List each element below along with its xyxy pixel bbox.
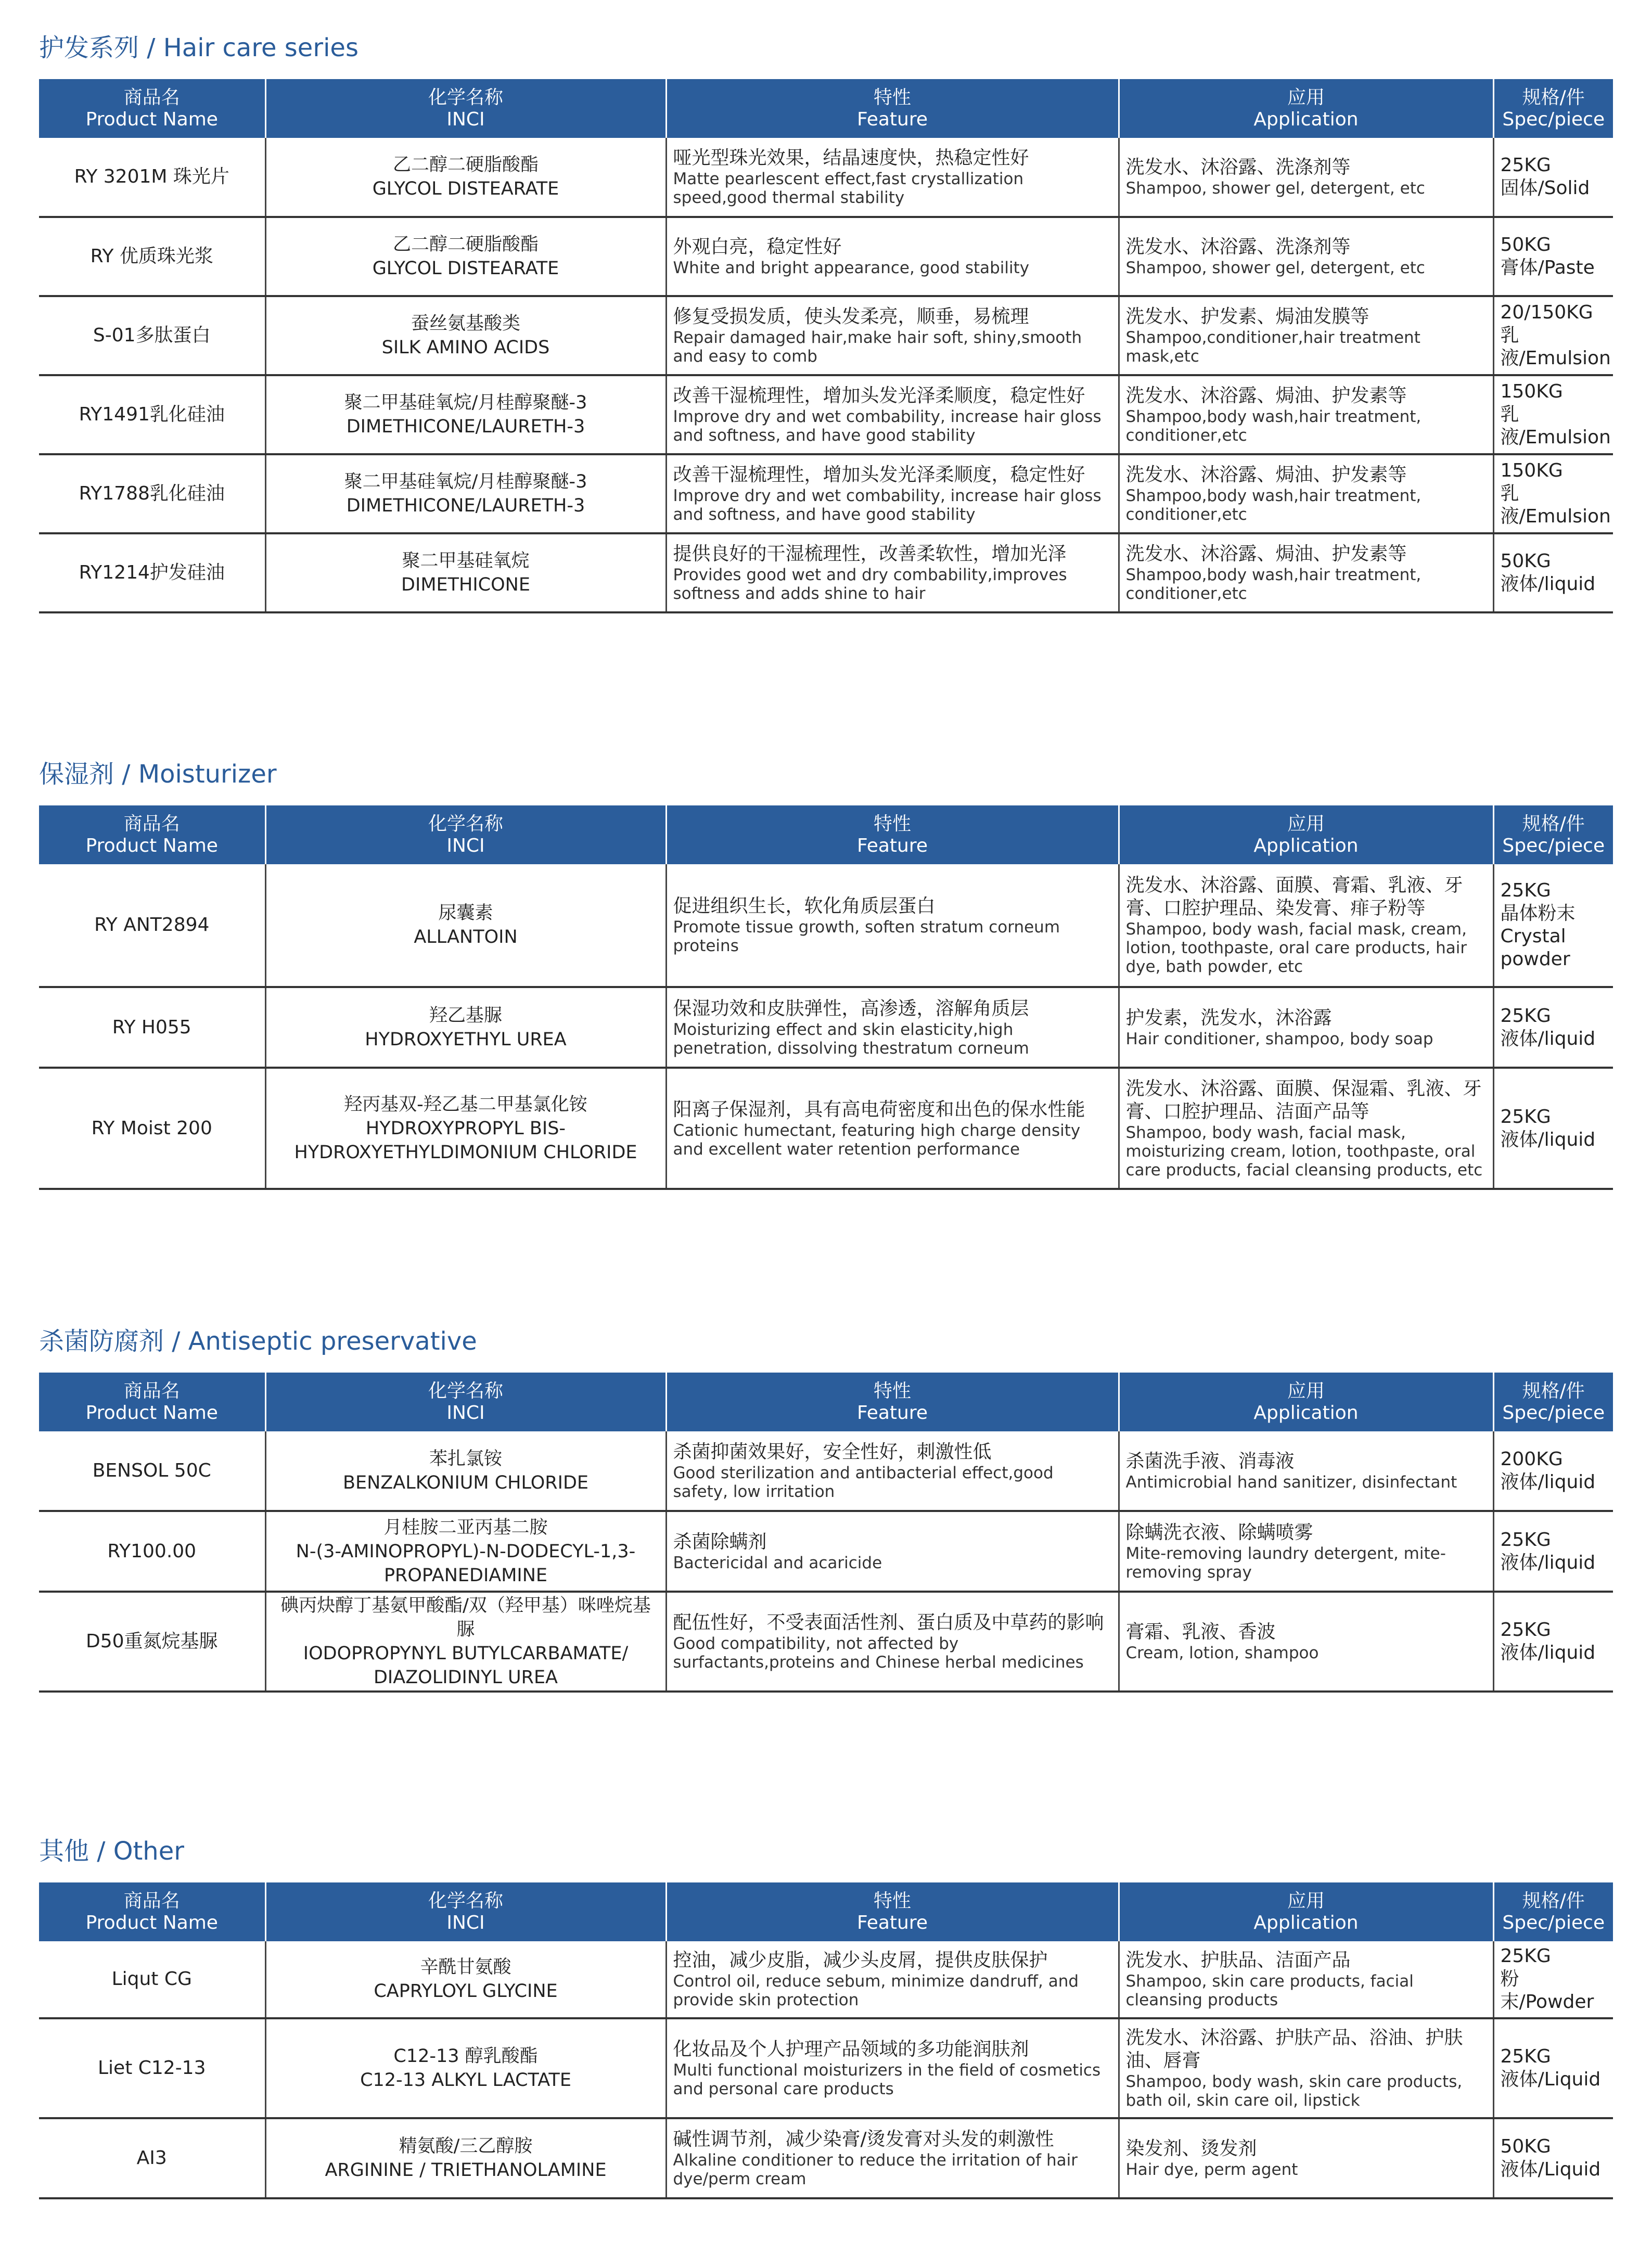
section-title: 保湿剂 / Moisturizer bbox=[39, 760, 277, 789]
spec-cell bbox=[1493, 138, 1613, 217]
product-name-cell bbox=[39, 1592, 265, 1692]
feature-en: White and bright appearance, good stability bbox=[673, 259, 1030, 277]
spec-cell bbox=[1493, 1511, 1613, 1592]
feature-en: Bactericidal and acaricide bbox=[673, 1553, 882, 1572]
spec-form: 液体/liquid bbox=[1500, 1552, 1596, 1573]
spec-form: 乳液/Emulsion bbox=[1500, 325, 1611, 369]
spec-header bbox=[1493, 1373, 1613, 1431]
spec-amount: 25KG bbox=[1500, 1106, 1551, 1128]
product-table bbox=[39, 1882, 1613, 2199]
inci-cell bbox=[265, 217, 666, 296]
feature-cell bbox=[666, 533, 1119, 612]
inci-cell bbox=[265, 296, 666, 375]
product-name-cell bbox=[39, 533, 265, 612]
inci-header bbox=[265, 1882, 666, 1941]
application-en: Shampoo, body wash, facial mask, cream, lotion, toothpaste, oral care products, hair dye, bath powder, etc bbox=[1125, 920, 1467, 976]
feature-cell bbox=[666, 375, 1119, 454]
spec-amount: 25KG bbox=[1500, 1529, 1551, 1551]
product-name-cell bbox=[39, 1068, 265, 1189]
spec-form: 液体/liquid bbox=[1500, 1642, 1596, 1663]
product-name: Liet C12-13 bbox=[97, 2057, 206, 2079]
feature-header bbox=[666, 1373, 1119, 1431]
application-header bbox=[1119, 805, 1493, 864]
application-en: Mite-removing laundry detergent, mite-removing spray bbox=[1125, 1544, 1446, 1582]
application-cell bbox=[1119, 2118, 1493, 2198]
product-name-header bbox=[39, 1373, 265, 1431]
application-en: Hair conditioner, shampoo, body soap bbox=[1125, 1029, 1433, 1048]
feature-en: Alkaline conditioner to reduce the irritation of hair dye/perm cream bbox=[673, 2151, 1078, 2188]
feature-cell bbox=[666, 1068, 1119, 1189]
inci-en: DIMETHICONE/LAURETH-3 bbox=[346, 495, 585, 516]
section-title: 杀菌防腐剂 / Antiseptic preservative bbox=[39, 1327, 477, 1356]
inci-header bbox=[265, 805, 666, 864]
feature-cell bbox=[666, 2018, 1119, 2118]
header-zh: 商品名 bbox=[123, 813, 180, 835]
application-en: Shampoo,conditioner,hair treatment mask,etc bbox=[1125, 328, 1420, 366]
inci-zh: 聚二甲基硅氧烷 bbox=[402, 550, 530, 571]
spec-form: 乳液/Emulsion bbox=[1500, 404, 1611, 448]
product-name-cell bbox=[39, 296, 265, 375]
inci-cell bbox=[265, 864, 666, 987]
application-cell bbox=[1119, 1431, 1493, 1511]
product-name-cell bbox=[39, 987, 265, 1068]
inci-zh: 尿囊素 bbox=[438, 903, 493, 924]
feature-zh: 控油，减少皮脂，减少头皮屑，提供皮肤保护 bbox=[673, 1950, 1048, 1971]
inci-en: GLYCOL DISTEARATE bbox=[372, 178, 559, 199]
spec-cell bbox=[1493, 1941, 1613, 2018]
header-zh: 规格/件 bbox=[1522, 86, 1585, 108]
feature-zh: 杀菌抑菌效果好，安全性好，刺激性低 bbox=[673, 1441, 992, 1463]
application-header bbox=[1119, 1373, 1493, 1431]
product-name-cell bbox=[39, 138, 265, 217]
application-cell bbox=[1119, 1592, 1493, 1692]
feature-en: Good sterilization and antibacterial effect,good safety, low irritation bbox=[673, 1463, 1054, 1501]
spec-amount: 150KG bbox=[1500, 381, 1563, 402]
inci-cell bbox=[265, 987, 666, 1068]
feature-cell bbox=[666, 138, 1119, 217]
spec-amount: 25KG bbox=[1500, 1945, 1551, 1967]
inci-zh: 月桂胺二亚丙基二胺 bbox=[383, 1517, 548, 1538]
feature-cell bbox=[666, 296, 1119, 375]
feature-en: Repair damaged hair,make hair soft, shiny,smooth and easy to comb bbox=[673, 328, 1082, 366]
inci-zh: 聚二甲基硅氧烷/月桂醇聚醚-3 bbox=[344, 392, 587, 413]
spec-form: 膏体/Paste bbox=[1500, 257, 1595, 278]
header-en: INCI bbox=[446, 1912, 485, 1933]
application-zh: 染发剂、烫发剂 bbox=[1125, 2138, 1257, 2159]
inci-cell bbox=[265, 533, 666, 612]
header-zh: 特性 bbox=[873, 86, 911, 108]
feature-cell bbox=[666, 1941, 1119, 2018]
header-en: Feature bbox=[856, 1402, 928, 1424]
feature-cell bbox=[666, 1431, 1119, 1511]
application-en: Shampoo, shower gel, detergent, etc bbox=[1125, 259, 1425, 277]
inci-zh: 苯扎氯铵 bbox=[429, 1448, 502, 1469]
inci-header bbox=[265, 79, 666, 138]
table-row bbox=[39, 454, 1613, 533]
product-name-header bbox=[39, 1882, 265, 1941]
table-row bbox=[39, 1068, 1613, 1189]
header-zh: 特性 bbox=[873, 813, 911, 835]
table-row bbox=[39, 2118, 1613, 2198]
application-cell bbox=[1119, 454, 1493, 533]
feature-en: Improve dry and wet combability, increase hair gloss and softness, and have good stability bbox=[673, 486, 1102, 524]
feature-cell bbox=[666, 454, 1119, 533]
application-en: Shampoo, shower gel, detergent, etc bbox=[1125, 179, 1425, 198]
product-name: RY Moist 200 bbox=[91, 1117, 212, 1139]
product-name-cell bbox=[39, 454, 265, 533]
application-zh: 洗发水、护发素、焗油发膜等 bbox=[1125, 306, 1369, 327]
product-name: RY 3201M 珠光片 bbox=[74, 166, 229, 187]
product-name-cell bbox=[39, 1431, 265, 1511]
feature-zh: 提供良好的干湿梳理性，改善柔软性，增加光泽 bbox=[673, 543, 1067, 565]
feature-en: Control oil, reduce sebum, minimize dandruff, and provide skin protection bbox=[673, 1972, 1079, 2009]
application-cell bbox=[1119, 217, 1493, 296]
application-cell bbox=[1119, 1068, 1493, 1189]
feature-cell bbox=[666, 2118, 1119, 2198]
inci-cell bbox=[265, 454, 666, 533]
application-cell bbox=[1119, 138, 1493, 217]
header-zh: 化学名称 bbox=[428, 813, 503, 835]
inci-zh: 精氨酸/三乙醇胺 bbox=[399, 2136, 533, 2157]
section-title: 护发系列 / Hair care series bbox=[39, 33, 358, 62]
spec-form: 液体/Liquid bbox=[1500, 2159, 1601, 2180]
table-row bbox=[39, 375, 1613, 454]
inci-en: SILK AMINO ACIDS bbox=[381, 337, 550, 358]
feature-en: Promote tissue growth, soften stratum corneum proteins bbox=[673, 918, 1060, 955]
spec-amount: 200KG bbox=[1500, 1448, 1563, 1470]
spec-form: 液体/Liquid bbox=[1500, 2069, 1601, 2090]
inci-en: ALLANTOIN bbox=[414, 927, 518, 947]
inci-en: BENZALKONIUM CHLORIDE bbox=[342, 1472, 589, 1493]
application-cell bbox=[1119, 2018, 1493, 2118]
application-en: Antimicrobial hand sanitizer, disinfectant bbox=[1125, 1472, 1457, 1492]
inci-zh: 羟乙基脲 bbox=[429, 1005, 502, 1026]
spec-amount: 50KG bbox=[1500, 2136, 1551, 2157]
header-en: Product Name bbox=[85, 1402, 218, 1424]
table-row bbox=[39, 296, 1613, 375]
spec-form: 晶体粉末 Crystal powder bbox=[1500, 903, 1576, 970]
feature-en: Matte pearlescent effect,fast crystallization speed,good thermal stability bbox=[673, 170, 1024, 207]
feature-en: Good compatibility, not affected by surfactants,proteins and Chinese herbal medicines bbox=[673, 1634, 1084, 1672]
product-name: RY1491乳化硅油 bbox=[79, 404, 225, 425]
application-zh: 杀菌洗手液、消毒液 bbox=[1125, 1450, 1295, 1472]
inci-en: HYDROXYPROPYL BIS-HYDROXYETHYLDIMONIUM CHLORIDE bbox=[294, 1118, 637, 1163]
product-name: RY1214护发硅油 bbox=[79, 562, 225, 583]
inci-zh: 乙二醇二硬脂酸酯 bbox=[392, 234, 539, 255]
header-zh: 应用 bbox=[1287, 813, 1325, 835]
application-zh: 洗发水、沐浴露、焗油、护发素等 bbox=[1125, 464, 1407, 485]
application-en: Shampoo, body wash, facial mask, moisturizing cream, lotion, toothpaste, oral care products, facial cleansing products, etc bbox=[1125, 1123, 1483, 1180]
spec-cell bbox=[1493, 296, 1613, 375]
spec-cell bbox=[1493, 217, 1613, 296]
header-en: INCI bbox=[446, 835, 485, 856]
spec-cell bbox=[1493, 2118, 1613, 2198]
inci-en: CAPRYLOYL GLYCINE bbox=[374, 1981, 558, 2002]
application-zh: 洗发水、沐浴露、面膜、保湿霜、乳液、牙膏、口腔护理品、洁面产品等 bbox=[1125, 1078, 1482, 1122]
table-row bbox=[39, 987, 1613, 1068]
inci-cell bbox=[265, 1511, 666, 1592]
product-name: D50重氮烷基脲 bbox=[85, 1631, 218, 1652]
inci-zh: C12-13 醇乳酸酯 bbox=[393, 2046, 538, 2067]
feature-cell bbox=[666, 987, 1119, 1068]
application-zh: 除螨洗衣液、除螨喷雾 bbox=[1125, 1521, 1313, 1543]
header-zh: 特性 bbox=[873, 1890, 911, 1912]
table-header bbox=[39, 79, 1613, 138]
feature-zh: 阳离子保湿剂，具有高电荷密度和出色的保水性能 bbox=[673, 1098, 1085, 1120]
feature-zh: 改善干湿梳理性，增加头发光泽柔顺度，稳定性好 bbox=[673, 464, 1085, 485]
header-en: INCI bbox=[446, 108, 485, 130]
inci-cell bbox=[265, 1431, 666, 1511]
header-zh: 规格/件 bbox=[1522, 1380, 1585, 1402]
spec-cell bbox=[1493, 987, 1613, 1068]
spec-header bbox=[1493, 79, 1613, 138]
inci-cell bbox=[265, 1592, 666, 1692]
header-en: Spec/piece bbox=[1502, 835, 1605, 856]
header-en: Application bbox=[1253, 1402, 1359, 1424]
table-row bbox=[39, 533, 1613, 612]
product-table bbox=[39, 805, 1613, 1190]
application-zh: 洗发水、沐浴露、焗油、护发素等 bbox=[1125, 543, 1407, 565]
spec-amount: 50KG bbox=[1500, 550, 1551, 572]
header-zh: 商品名 bbox=[123, 1890, 180, 1912]
feature-zh: 杀菌除螨剂 bbox=[673, 1531, 767, 1553]
product-name-cell bbox=[39, 375, 265, 454]
application-cell bbox=[1119, 1941, 1493, 2018]
product-name-cell bbox=[39, 2018, 265, 2118]
header-zh: 化学名称 bbox=[428, 86, 503, 108]
feature-header bbox=[666, 1882, 1119, 1941]
header-zh: 应用 bbox=[1287, 1890, 1325, 1912]
product-name-cell bbox=[39, 864, 265, 987]
application-en: Shampoo,body wash,hair treatment, conditioner,etc bbox=[1125, 486, 1422, 524]
inci-zh: 辛酰甘氨酸 bbox=[420, 1957, 511, 1978]
header-zh: 化学名称 bbox=[428, 1890, 503, 1912]
application-en: Cream, lotion, shampoo bbox=[1125, 1644, 1319, 1662]
header-en: Spec/piece bbox=[1502, 1912, 1605, 1933]
table-row bbox=[39, 1592, 1613, 1692]
product-name: RY H055 bbox=[112, 1016, 191, 1038]
product-name: Liqut CG bbox=[111, 1968, 192, 1990]
product-name: S-01多肽蛋白 bbox=[93, 325, 211, 346]
spec-form: 液体/liquid bbox=[1500, 1129, 1596, 1150]
header-zh: 应用 bbox=[1287, 1380, 1325, 1402]
inci-header bbox=[265, 1373, 666, 1431]
feature-cell bbox=[666, 217, 1119, 296]
header-zh: 化学名称 bbox=[428, 1380, 503, 1402]
spec-cell bbox=[1493, 1431, 1613, 1511]
table-header bbox=[39, 1882, 1613, 1941]
table-row bbox=[39, 1511, 1613, 1592]
feature-header bbox=[666, 79, 1119, 138]
application-cell bbox=[1119, 296, 1493, 375]
spec-cell bbox=[1493, 1068, 1613, 1189]
spec-form: 乳液/Emulsion bbox=[1500, 483, 1611, 527]
header-en: Product Name bbox=[85, 108, 218, 130]
inci-en: HYDROXYETHYL UREA bbox=[365, 1029, 567, 1050]
product-name-header bbox=[39, 79, 265, 138]
product-name-header bbox=[39, 805, 265, 864]
header-en: Application bbox=[1253, 835, 1359, 856]
product-table bbox=[39, 1373, 1613, 1693]
header-en: Feature bbox=[856, 1912, 928, 1933]
inci-zh: 乙二醇二硬脂酸酯 bbox=[392, 155, 539, 175]
spec-cell bbox=[1493, 864, 1613, 987]
spec-amount: 25KG bbox=[1500, 1619, 1551, 1641]
application-zh: 膏霜、乳液、香波 bbox=[1125, 1621, 1276, 1643]
product-name: RY100.00 bbox=[107, 1540, 197, 1562]
application-zh: 洗发水、沐浴露、洗涤剂等 bbox=[1125, 236, 1351, 258]
header-zh: 规格/件 bbox=[1522, 813, 1585, 835]
inci-cell bbox=[265, 138, 666, 217]
table-row bbox=[39, 2018, 1613, 2118]
feature-zh: 哑光型珠光效果，结晶速度快，热稳定性好 bbox=[673, 147, 1029, 169]
product-name: BENSOL 50C bbox=[92, 1459, 211, 1481]
product-name-cell bbox=[39, 1511, 265, 1592]
header-en: Feature bbox=[856, 835, 928, 856]
feature-zh: 碱性调节剂，减少染膏/烫发膏对头发的刺激性 bbox=[673, 2129, 1054, 2150]
spec-amount: 20/150KG bbox=[1500, 302, 1593, 323]
feature-zh: 保湿功效和皮肤弹性，高渗透，溶解角质层 bbox=[673, 997, 1029, 1019]
spec-cell bbox=[1493, 1592, 1613, 1692]
spec-form: 液体/liquid bbox=[1500, 573, 1596, 595]
inci-cell bbox=[265, 375, 666, 454]
inci-zh: 蚕丝氨基酸类 bbox=[411, 313, 520, 334]
application-cell bbox=[1119, 864, 1493, 987]
spec-header bbox=[1493, 805, 1613, 864]
application-cell bbox=[1119, 375, 1493, 454]
feature-zh: 修复受损发质，使头发柔亮，顺垂，易梳理 bbox=[673, 306, 1029, 327]
spec-form: 固体/Solid bbox=[1500, 177, 1590, 199]
feature-zh: 改善干湿梳理性，增加头发光泽柔顺度，稳定性好 bbox=[673, 385, 1085, 406]
feature-en: Moisturizing effect and skin elasticity,high penetration, dissolving thestratum corneum bbox=[673, 1020, 1029, 1058]
inci-en: DIMETHICONE/LAURETH-3 bbox=[346, 416, 585, 437]
application-header bbox=[1119, 79, 1493, 138]
spec-form: 液体/liquid bbox=[1500, 1471, 1596, 1493]
header-en: Product Name bbox=[85, 835, 218, 856]
inci-cell bbox=[265, 1941, 666, 2018]
spec-header bbox=[1493, 1882, 1613, 1941]
spec-amount: 50KG bbox=[1500, 234, 1551, 255]
application-en: Shampoo, skin care products, facial cleansing products bbox=[1125, 1972, 1414, 2009]
header-en: Spec/piece bbox=[1502, 1402, 1605, 1424]
application-zh: 洗发水、沐浴露、护肤产品、浴油、护肤油、唇膏 bbox=[1125, 2027, 1463, 2071]
section-title: 其他 / Other bbox=[39, 1837, 184, 1866]
table-row bbox=[39, 1941, 1613, 2018]
spec-cell bbox=[1493, 533, 1613, 612]
feature-zh: 外观白亮，稳定性好 bbox=[673, 236, 842, 258]
feature-zh: 化妆品及个人护理产品领域的多功能润肤剂 bbox=[673, 2039, 1029, 2060]
table-row bbox=[39, 138, 1613, 217]
application-zh: 洗发水、沐浴露、焗油、护发素等 bbox=[1125, 385, 1407, 406]
header-en: INCI bbox=[446, 1402, 485, 1424]
feature-en: Provides good wet and dry combability,improves softness and adds shine to hair bbox=[673, 566, 1067, 603]
spec-form: 粉末/Powder bbox=[1500, 1968, 1594, 2013]
header-en: Feature bbox=[856, 108, 928, 130]
feature-en: Improve dry and wet combability, increase hair gloss and softness, and have good stability bbox=[673, 407, 1102, 445]
product-name-cell bbox=[39, 2118, 265, 2198]
feature-en: Cationic humectant, featuring high charge density and excellent water retention performance bbox=[673, 1121, 1081, 1159]
table-header bbox=[39, 1373, 1613, 1431]
feature-zh: 配伍性好，不受表面活性剂、蛋白质及中草药的影响 bbox=[673, 1612, 1104, 1633]
table-row bbox=[39, 217, 1613, 296]
inci-en: ARGININE / TRIETHANOLAMINE bbox=[325, 2160, 607, 2181]
application-zh: 洗发水、护肤品、洁面产品 bbox=[1125, 1950, 1351, 1971]
product-name-cell bbox=[39, 217, 265, 296]
header-en: Application bbox=[1253, 1912, 1359, 1933]
spec-form: 液体/liquid bbox=[1500, 1028, 1596, 1049]
header-en: Application bbox=[1253, 108, 1359, 130]
feature-cell bbox=[666, 1592, 1119, 1692]
product-name-cell bbox=[39, 1941, 265, 2018]
inci-cell bbox=[265, 2118, 666, 2198]
product-table bbox=[39, 79, 1613, 613]
inci-zh: 聚二甲基硅氧烷/月桂醇聚醚-3 bbox=[344, 471, 587, 492]
header-zh: 特性 bbox=[873, 1380, 911, 1402]
application-cell bbox=[1119, 987, 1493, 1068]
feature-cell bbox=[666, 1511, 1119, 1592]
header-zh: 规格/件 bbox=[1522, 1890, 1585, 1912]
table-row bbox=[39, 864, 1613, 987]
inci-en: GLYCOL DISTEARATE bbox=[372, 258, 559, 279]
application-en: Shampoo, body wash, skin care products, bath oil, skin care oil, lipstick bbox=[1125, 2072, 1463, 2110]
product-name: RY ANT2894 bbox=[94, 914, 210, 936]
inci-zh: 碘丙炔醇丁基氨甲酸酯/双（羟甲基）咪唑烷基脲 bbox=[280, 1595, 651, 1640]
header-zh: 商品名 bbox=[123, 86, 180, 108]
header-en: Spec/piece bbox=[1502, 108, 1605, 130]
inci-en: C12-13 ALKYL LACTATE bbox=[360, 2070, 571, 2091]
application-cell bbox=[1119, 1511, 1493, 1592]
inci-cell bbox=[265, 1068, 666, 1189]
spec-amount: 25KG bbox=[1500, 2046, 1551, 2067]
spec-cell bbox=[1493, 375, 1613, 454]
application-zh: 洗发水、沐浴露、面膜、膏霜、乳液、牙膏、口腔护理品、染发膏、痱子粉等 bbox=[1125, 875, 1463, 919]
application-zh: 洗发水、沐浴露、洗涤剂等 bbox=[1125, 157, 1351, 178]
inci-en: DIMETHICONE bbox=[401, 574, 530, 595]
application-en: Shampoo,body wash,hair treatment, conditioner,etc bbox=[1125, 407, 1422, 445]
spec-amount: 25KG bbox=[1500, 1005, 1551, 1027]
product-name: RY1788乳化硅油 bbox=[79, 483, 225, 504]
inci-en: N-(3-AMINOPROPYL)-N-DODECYL-1,3-PROPANEDIAMINE bbox=[296, 1541, 636, 1586]
header-en: Product Name bbox=[85, 1912, 218, 1933]
product-name: RY 优质珠光浆 bbox=[90, 246, 213, 267]
feature-header bbox=[666, 805, 1119, 864]
spec-amount: 150KG bbox=[1500, 460, 1563, 481]
application-header bbox=[1119, 1882, 1493, 1941]
application-cell bbox=[1119, 533, 1493, 612]
spec-amount: 25KG bbox=[1500, 155, 1551, 176]
spec-cell bbox=[1493, 2018, 1613, 2118]
spec-amount: 25KG bbox=[1500, 880, 1551, 901]
header-zh: 应用 bbox=[1287, 86, 1325, 108]
inci-cell bbox=[265, 2018, 666, 2118]
product-name: AI3 bbox=[136, 2147, 167, 2169]
application-zh: 护发素，洗发水，沐浴露 bbox=[1125, 1007, 1332, 1029]
table-header bbox=[39, 805, 1613, 864]
feature-zh: 促进组织生长，软化角质层蛋白 bbox=[673, 895, 936, 917]
spec-cell bbox=[1493, 454, 1613, 533]
application-en: Shampoo,body wash,hair treatment, conditioner,etc bbox=[1125, 566, 1422, 603]
feature-cell bbox=[666, 864, 1119, 987]
table-row bbox=[39, 1431, 1613, 1511]
inci-en: IODOPROPYNYL BUTYLCARBAMATE/ DIAZOLIDINYL UREA bbox=[303, 1643, 629, 1688]
inci-zh: 羟丙基双-羟乙基二甲基氯化铵 bbox=[344, 1094, 587, 1115]
application-en: Hair dye, perm agent bbox=[1125, 2160, 1298, 2179]
feature-en: Multi functional moisturizers in the field of cosmetics and personal care products bbox=[673, 2061, 1101, 2098]
header-zh: 商品名 bbox=[123, 1380, 180, 1402]
